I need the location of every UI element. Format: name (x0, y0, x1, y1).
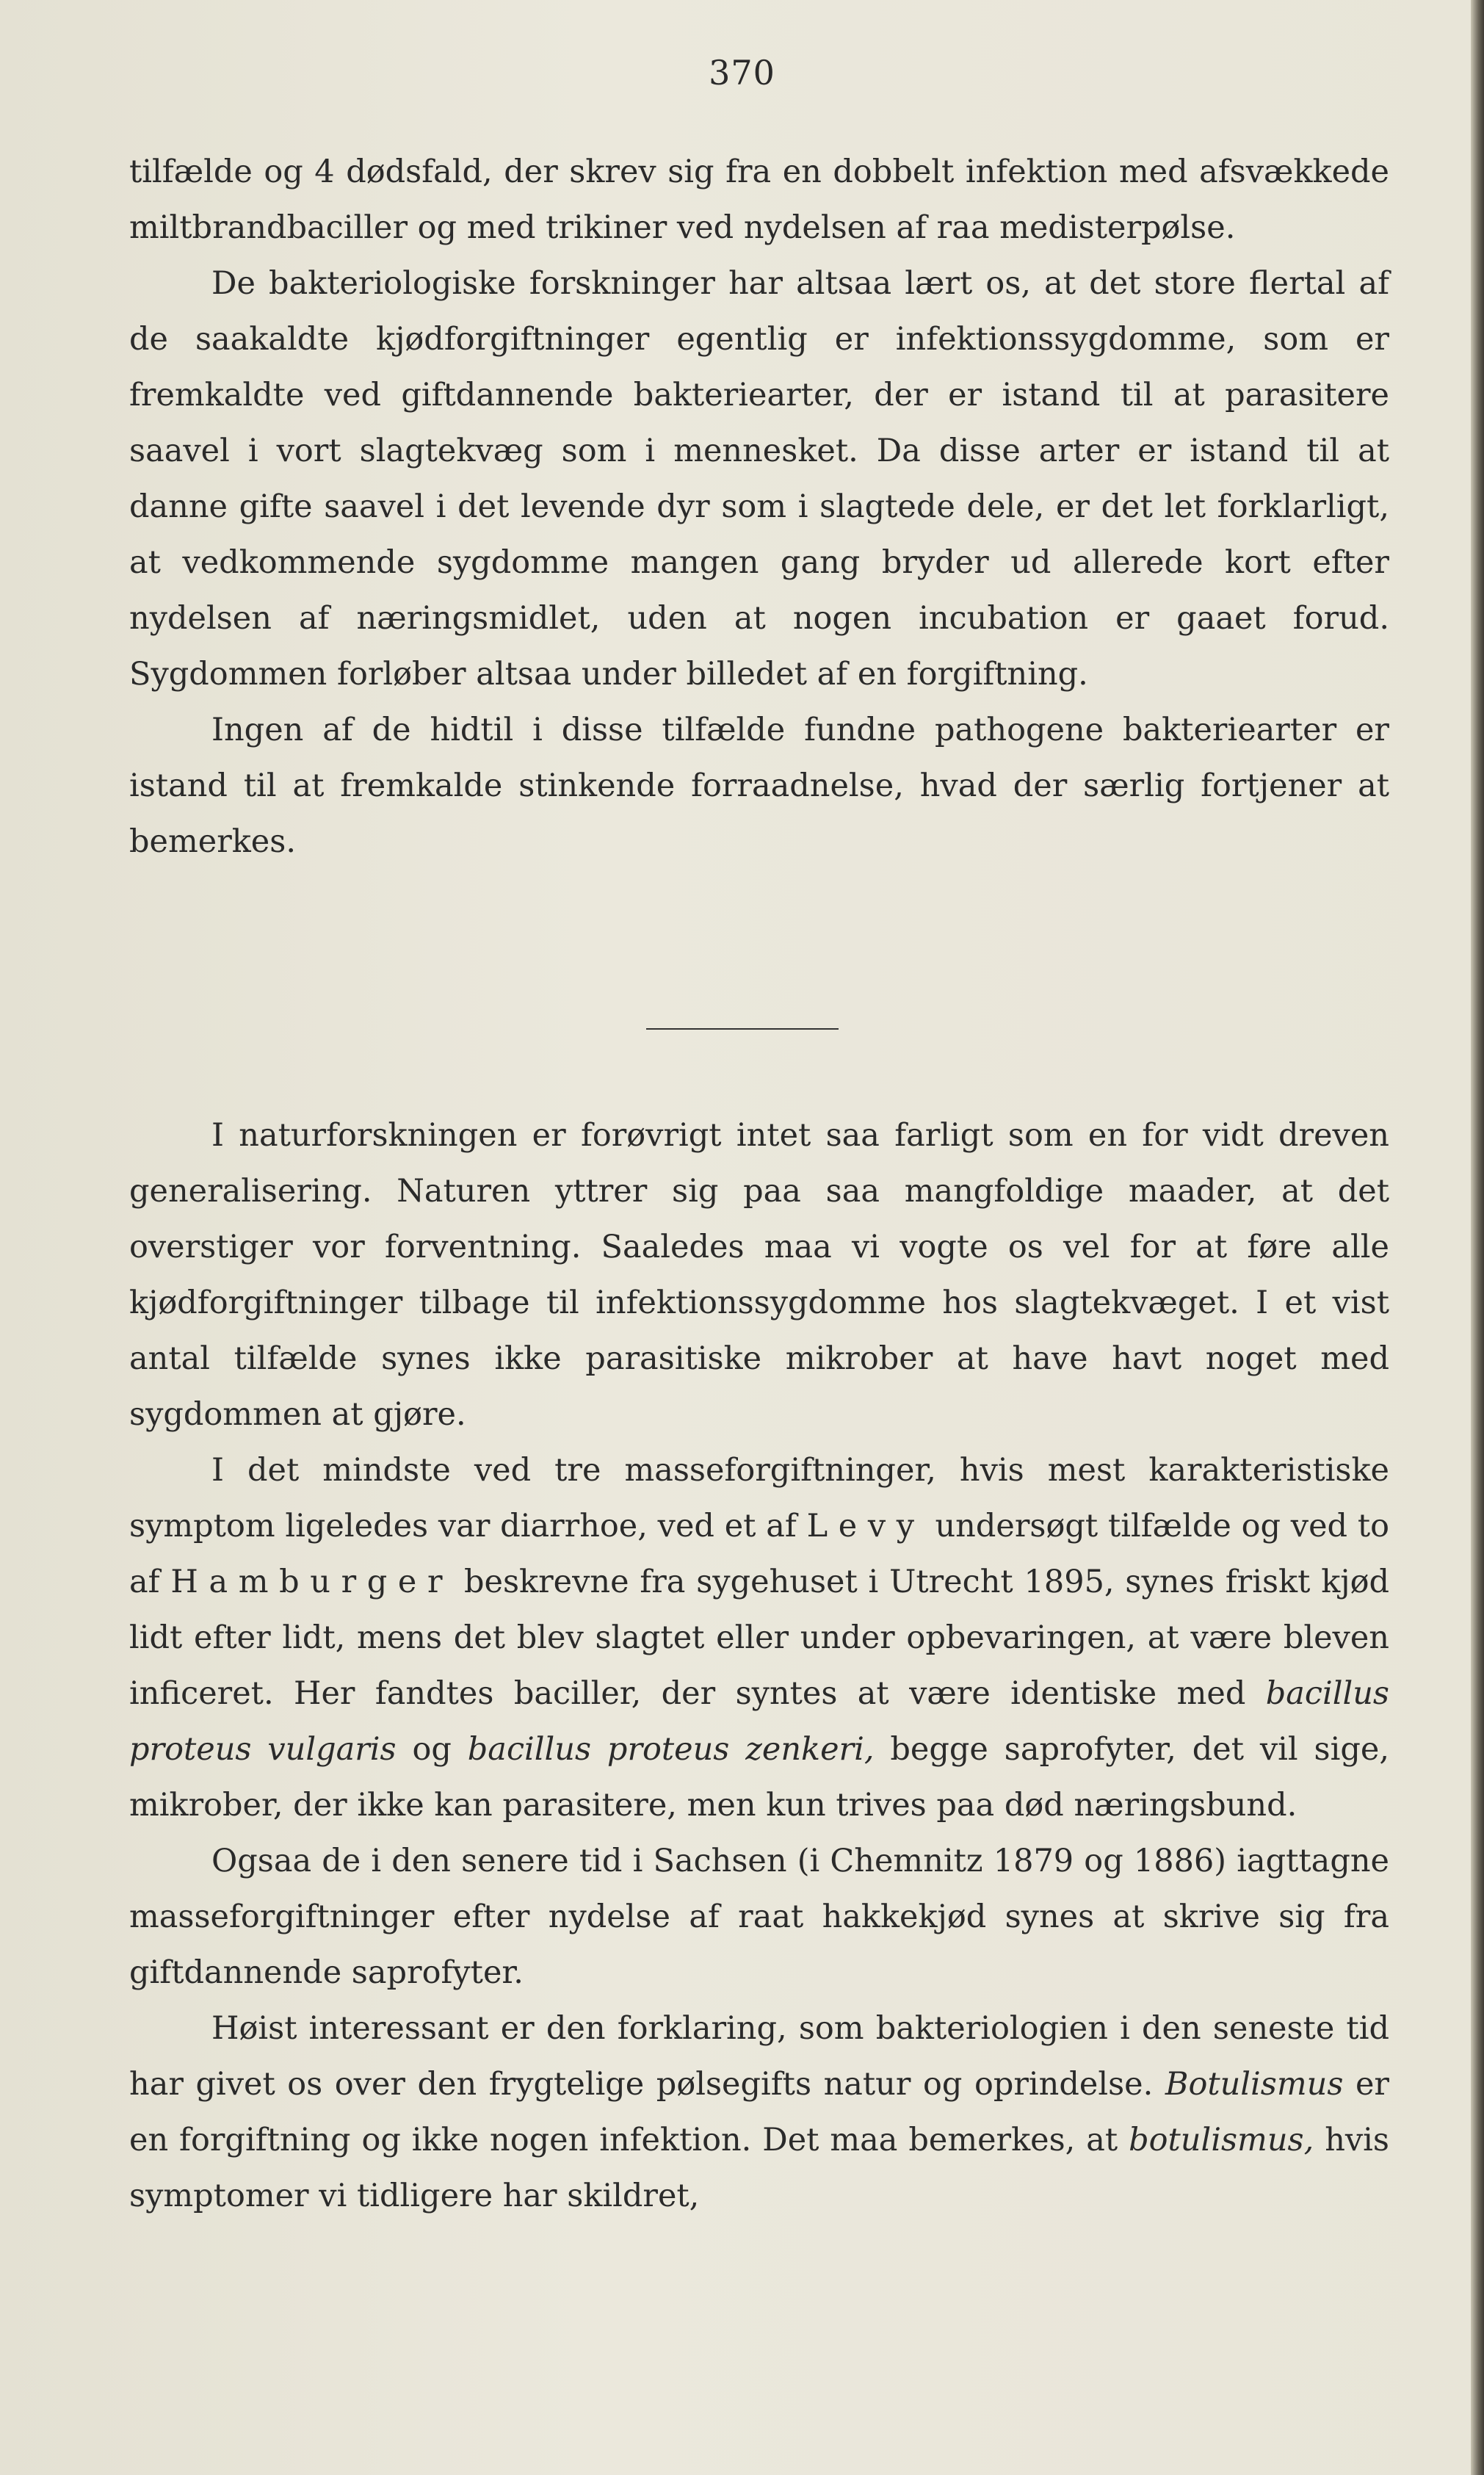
paragraph: I naturforskningen er forøvrigt intet saa farligt som en for vidt dreven generalisering. Naturen yttrer sig paa saa mangfoldige maader, at det overstiger vor forventning. Saaledes maa vi vogte os vel for at føre alle kjødforgiftninger tilbage til infektionssygdomme hos slagtekvæget. I et vist antal tilfælde synes ikke parasitiske mikrober at have havt noget med sygdommen at gjøre. (129, 1117, 1389, 1433)
text-run: er en forgiftning og ikke nogen infektion. Det maa bemerkes, at (129, 2066, 1389, 2158)
species-name: bacillus proteus vulgaris (129, 1675, 1389, 1768)
author-name-levy: Levy (806, 1508, 925, 1544)
page-edge-shadow (1471, 0, 1484, 2475)
text-run: Høist interessant er den forklaring, som bakteriologien i den seneste tid har givet os over den frygtelige pølsegifts natur og oprindelse. (129, 2010, 1389, 2103)
text-section-1 (129, 144, 1389, 870)
term-botulismus: botulismus, (1129, 2122, 1314, 2158)
page-number: 370 (709, 53, 775, 93)
paragraph (129, 2001, 1389, 2224)
species-name: bacillus proteus zenkeri, (467, 1731, 875, 1768)
paragraph: Ingen af de hidtil i disse tilfælde fundne pathogene bakteriearter er istand til at fremkalde stinkende forraadnelse, hvad der særlig fortjener at bemerkes. (129, 712, 1389, 860)
text-run: undersøgt tilfælde og ved to af (129, 1508, 1390, 1600)
paragraph: De bakteriologiske forskninger har altsaa lært os, at det store flertal af de saakaldte kjødforgiftninger egentlig er infektionssygdomme, som er fremkaldte ved giftdannende bakteriearter, der er istand til at parasitere saavel i vort slagtekvæg som i mennesket. Da disse arter er istand til at danne gifte saavel i det levende dyr som i slagtede dele, er det let forklarligt, at vedkommende sygdomme mangen gang bryder ud allerede kort efter nydelsen af næringsmidlet, uden at nogen incubation er gaaet forud. Sygdommen forløber altsaa under billedet af en forgiftning. (129, 265, 1389, 693)
text-section-2 (129, 1108, 1389, 2224)
paragraph: Ogsaa de i den senere tid i Sachsen (i Chemnitz 1879 og 1886) iagttagne masseforgiftninger efter nydelse af raat hakkekjød synes at skrive sig fra giftdannende saprofyter. (129, 1843, 1389, 1991)
section-divider (646, 1028, 839, 1030)
author-name-hamburger: Hamburger (170, 1564, 454, 1600)
text-run: hvis symptomer vi tidligere har skildret, (129, 2122, 1389, 2214)
text-run: I det mindste ved tre masseforgiftninger, hvis mest karakteristiske symptom ligeledes var diarrhoe, ved et af (129, 1452, 1389, 1544)
paragraph: tilfælde og 4 dødsfald, der skrev sig fra en dobbelt infektion med afsvækkede miltbrandbaciller og med trikiner ved nydelsen af raa medisterpølse. (129, 153, 1389, 246)
text-run: og (412, 1731, 452, 1768)
paragraph (129, 1442, 1389, 1833)
term-botulismus: Botulismus (1165, 2066, 1344, 2103)
text-run: begge saprofyter, det vil sige, mikrober, der ikke kan parasitere, men kun trives paa død næringsbund. (129, 1731, 1389, 1824)
text-run: beskrevne fra sygehuset i Utrecht 1895, synes friskt kjød lidt efter lidt, mens det blev slagtet eller under opbevaringen, at være bleven inficeret. Her fandtes baciller, der syntes at være identiske med (129, 1564, 1389, 1712)
